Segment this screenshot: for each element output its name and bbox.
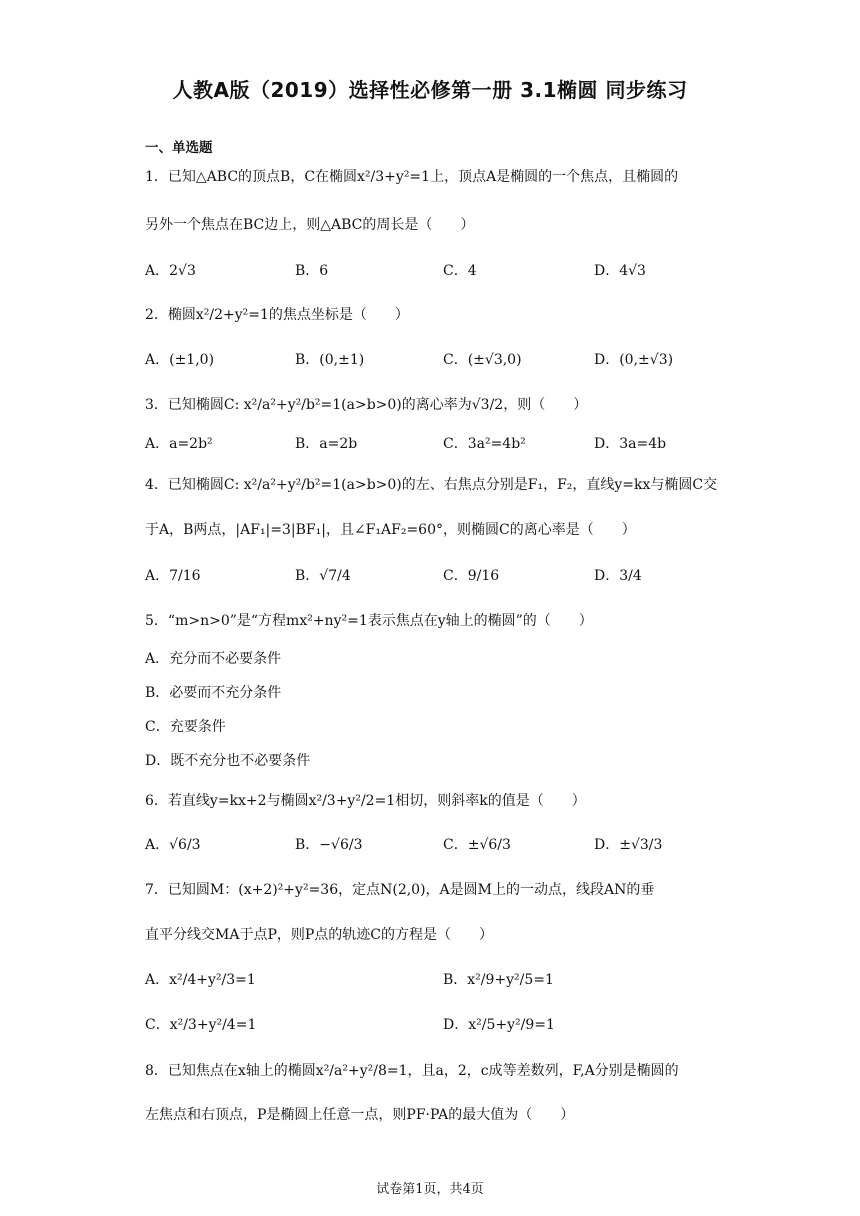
question-1-option-c: C．4	[443, 263, 477, 279]
question-3-option-a: A．a=2b²	[145, 436, 213, 452]
section-heading: 一、单选题	[145, 140, 213, 156]
question-2-option-b: B．(0,±1)	[295, 352, 365, 368]
question-6-option-c: C．±√6/3	[443, 837, 511, 853]
question-4-option-d: D．3/4	[594, 568, 642, 584]
question-3-line-1: 3．已知椭圆C: x²/a²+y²/b²=1(a>b>0)的离心率为√3/2，则（ ）	[145, 397, 588, 413]
question-4-option-b: B．√7/4	[295, 568, 351, 584]
question-3-option-d: D．3a=4b	[594, 436, 667, 452]
question-4-option-c: C．9/16	[443, 568, 500, 584]
question-1-option-d: D．4√3	[594, 263, 646, 279]
question-4-option-a: A．7/16	[145, 568, 201, 584]
question-6-line-1: 6．若直线y=kx+2与椭圆x²/3+y²/2=1相切，则斜率k的值是（ ）	[145, 793, 586, 809]
question-8-line-2: 左焦点和右顶点，P是椭圆上任意一点，则PF·PA的最大值为（ ）	[145, 1107, 575, 1123]
question-1-line-1: 1．已知△ABC的顶点B，C在椭圆x²/3+y²=1上，顶点A是椭圆的一个焦点，且椭圆的	[145, 169, 679, 185]
question-4-line-1: 4．已知椭圆C: x²/a²+y²/b²=1(a>b>0)的左、右焦点分别是F₁，F₂，直线y=kx与椭圆C交	[145, 477, 718, 493]
question-3-option-c: C．3a²=4b²	[443, 436, 526, 452]
question-7-option-c: C．x²/3+y²/4=1	[145, 1017, 257, 1033]
question-5-option-d: D．既不充分也不必要条件	[145, 753, 311, 769]
page-footer: 试卷第1页，共4页	[376, 1182, 484, 1197]
question-7-line-1: 7．已知圆M：(x+2)²+y²=36，定点N(2,0)，A是圆M上的一动点，线段AN的垂	[145, 882, 655, 898]
question-7-option-b: B．x²/9+y²/5=1	[443, 972, 554, 988]
question-1-line-2: 另外一个焦点在BC边上，则△ABC的周长是（ ）	[145, 217, 475, 233]
question-5-option-c: C．充要条件	[145, 719, 226, 735]
question-3-option-b: B．a=2b	[295, 436, 358, 452]
question-7-option-a: A．x²/4+y²/3=1	[145, 972, 256, 988]
question-6-option-b: B．−√6/3	[295, 837, 363, 853]
question-5-option-b: B．必要而不充分条件	[145, 685, 282, 701]
question-5-option-a: A．充分而不必要条件	[145, 651, 282, 667]
question-2-option-a: A．(±1,0)	[145, 352, 215, 368]
question-7-line-2: 直平分线交MA于点P，则P点的轨迹C的方程是（ ）	[145, 927, 493, 943]
question-4-line-2: 于A，B两点，|AF₁|=3|BF₁|，且∠F₁AF₂=60°，则椭圆C的离心率是（ ）	[145, 522, 636, 538]
question-8-line-1: 8．已知焦点在x轴上的椭圆x²/a²+y²/8=1，且a，2，c成等差数列，F,A分别是椭圆的	[145, 1063, 679, 1079]
question-2-line-1: 2．椭圆x²/2+y²=1的焦点坐标是（ ）	[145, 307, 409, 323]
page-title: 人教A版（2019）选择性必修第一册 3.1椭圆 同步练习	[172, 78, 688, 102]
question-2-option-c: C．(±√3,0)	[443, 352, 522, 368]
question-6-option-d: D．±√3/3	[594, 837, 663, 853]
question-2-option-d: D．(0,±√3)	[594, 352, 674, 368]
question-1-option-b: B．6	[295, 263, 329, 279]
question-7-option-d: D．x²/5+y²/9=1	[443, 1017, 555, 1033]
question-1-option-a: A．2√3	[145, 263, 196, 279]
question-5-line-1: 5．“m>n>0”是“方程mx²+ny²=1表示焦点在y轴上的椭圆”的（ ）	[145, 613, 593, 629]
question-6-option-a: A．√6/3	[145, 837, 201, 853]
